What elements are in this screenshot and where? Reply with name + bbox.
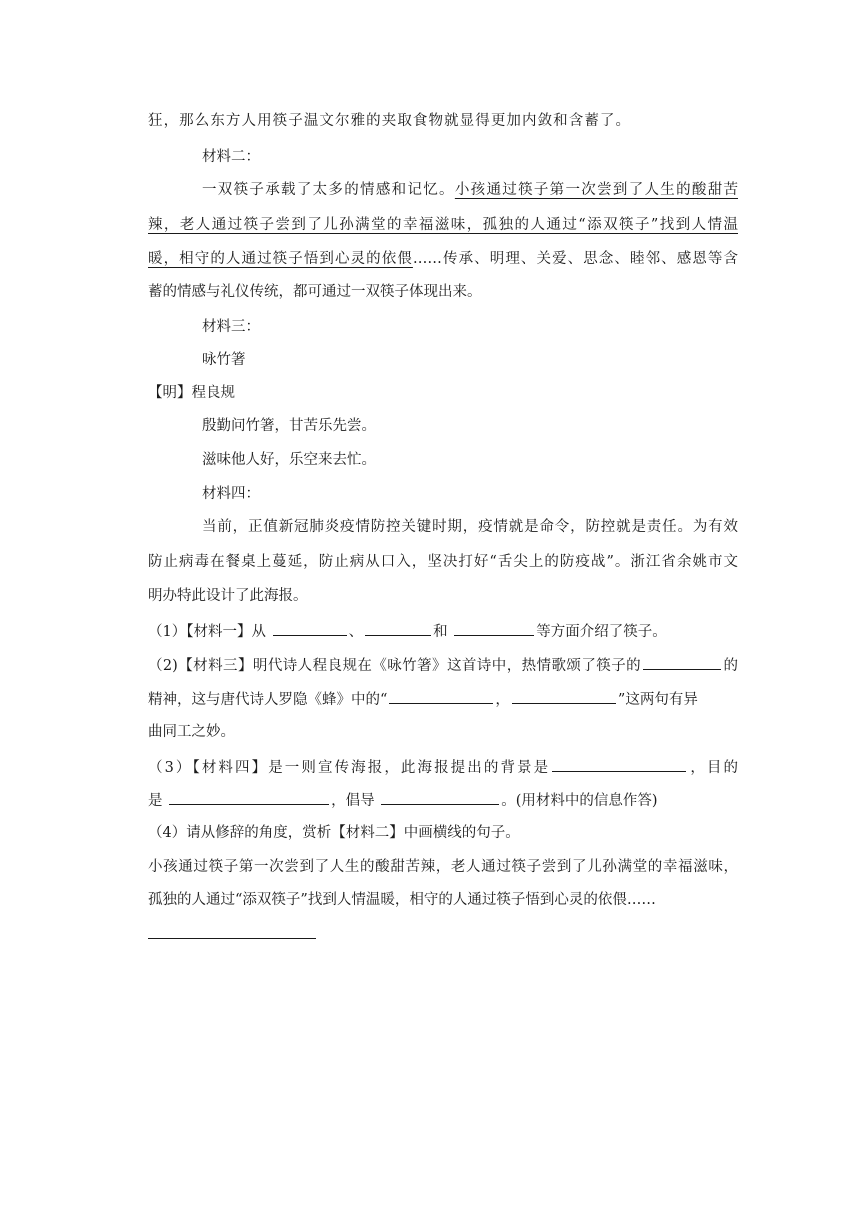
q1-blank-2[interactable] xyxy=(365,620,431,636)
material2-pre: 一双筷子承载了太多的情感和记忆。 xyxy=(202,182,455,198)
underlined-sentence-2: 辣，老人通过筷子尝到了儿孙满堂的幸福滋味，孤独的人通过“添双筷子”找到人情温 xyxy=(148,217,738,233)
material2-line1 xyxy=(202,180,738,200)
q3-text-a: （3）【材料四】是一则宣传海报，此海报提出的背景是 xyxy=(148,760,551,776)
q1-sep-2: 和 xyxy=(433,624,448,640)
q3-blank-2[interactable] xyxy=(169,789,329,805)
question-4-quote-line2: 孤独的人通过“添双筷子”找到人情温暖，相守的人通过筷子悟到心灵的依偎…… xyxy=(148,892,656,908)
poem-line-2: 滋味他人好，乐空来去忙。 xyxy=(202,452,376,468)
q3-blank-1[interactable] xyxy=(552,756,686,772)
underlined-sentence-1: 小孩通过筷子第一次尝到了人生的酸甜苦 xyxy=(454,182,739,198)
material2-heading: 材料二： xyxy=(202,149,260,165)
answer-line[interactable] xyxy=(148,938,316,939)
question-2-line2 xyxy=(148,688,738,710)
q3-text-b: ，目的 xyxy=(688,760,739,776)
poem-line-1: 殷勤问竹箸，甘苦乐先尝。 xyxy=(202,418,376,434)
material4-line1: 当前，正值新冠肺炎疫情防控关键时期，疫情就是命令，防控就是责任。为有效 xyxy=(202,519,738,535)
material3-heading: 材料三： xyxy=(202,319,260,335)
q3-text-d: ，倡导 xyxy=(331,793,375,809)
q2-text-a: （2)【材料三】明代诗人程良规在《咏竹箸》这首诗中，热情歌颂了筷子的 xyxy=(148,658,642,674)
poem-author: 【明】程良规 xyxy=(148,385,235,401)
q1-text-b: 等方面介绍了筷子。 xyxy=(536,624,667,640)
q2-blank-2[interactable] xyxy=(389,688,493,704)
question-3-line2 xyxy=(148,789,738,811)
material1-tail: 狂，那么东方人用筷子温文尔雅的夹取食物就显得更加内敛和含蓄了。 xyxy=(148,113,630,129)
question-1 xyxy=(148,620,738,642)
underlined-sentence-3: 暖，相守的人通过筷子悟到心灵的依偎 xyxy=(148,251,413,267)
q3-blank-3[interactable] xyxy=(381,789,499,805)
material2-line4: 蓄的情感与礼仪传统，都可通过一双筷子体现出来。 xyxy=(148,284,482,300)
q2-text-e: ”这两句有异 xyxy=(617,692,698,708)
material2-line3 xyxy=(148,249,738,269)
question-2-line3: 曲同工之妙。 xyxy=(148,724,235,740)
q1-text-a: （1）【材料一】从 xyxy=(148,624,266,640)
question-4-quote-line1: 小孩通过筷子第一次尝到了人生的酸甜苦辣，老人通过筷子尝到了儿孙满堂的幸福滋味， xyxy=(148,859,738,875)
q1-blank-3[interactable] xyxy=(454,620,534,636)
q2-text-d: ， xyxy=(495,692,510,708)
q3-text-e: 。(用材料中的信息作答) xyxy=(501,793,658,809)
q2-blank-1[interactable] xyxy=(643,654,721,670)
material2-line3-rest: ……传承、明理、关爱、思念、睦邻、感恩等含 xyxy=(412,251,739,267)
q1-blank-1[interactable] xyxy=(273,620,347,636)
material4-heading: 材料四： xyxy=(202,486,260,502)
question-2-line1 xyxy=(148,654,738,676)
q3-text-c: 是 xyxy=(148,793,163,809)
poem-title: 咏竹箸 xyxy=(202,352,246,368)
q2-text-c: 精神，这与唐代诗人罗隐《蜂》中的“ xyxy=(148,692,388,708)
question-4-prompt: （4）请从修辞的角度，赏析【材料二】中画横线的句子。 xyxy=(148,825,520,841)
question-3-line1 xyxy=(148,756,738,778)
q2-blank-3[interactable] xyxy=(512,688,616,704)
q2-text-b: 的 xyxy=(723,658,738,674)
material4-line3: 明办特此设计了此海报。 xyxy=(148,588,308,604)
q1-sep-1: 、 xyxy=(348,624,364,640)
material4-line2: 防止病毒在餐桌上蔓延，防止病从口入，坚决打好“舌尖上的防疫战”。浙江省余姚市文 xyxy=(148,554,738,570)
